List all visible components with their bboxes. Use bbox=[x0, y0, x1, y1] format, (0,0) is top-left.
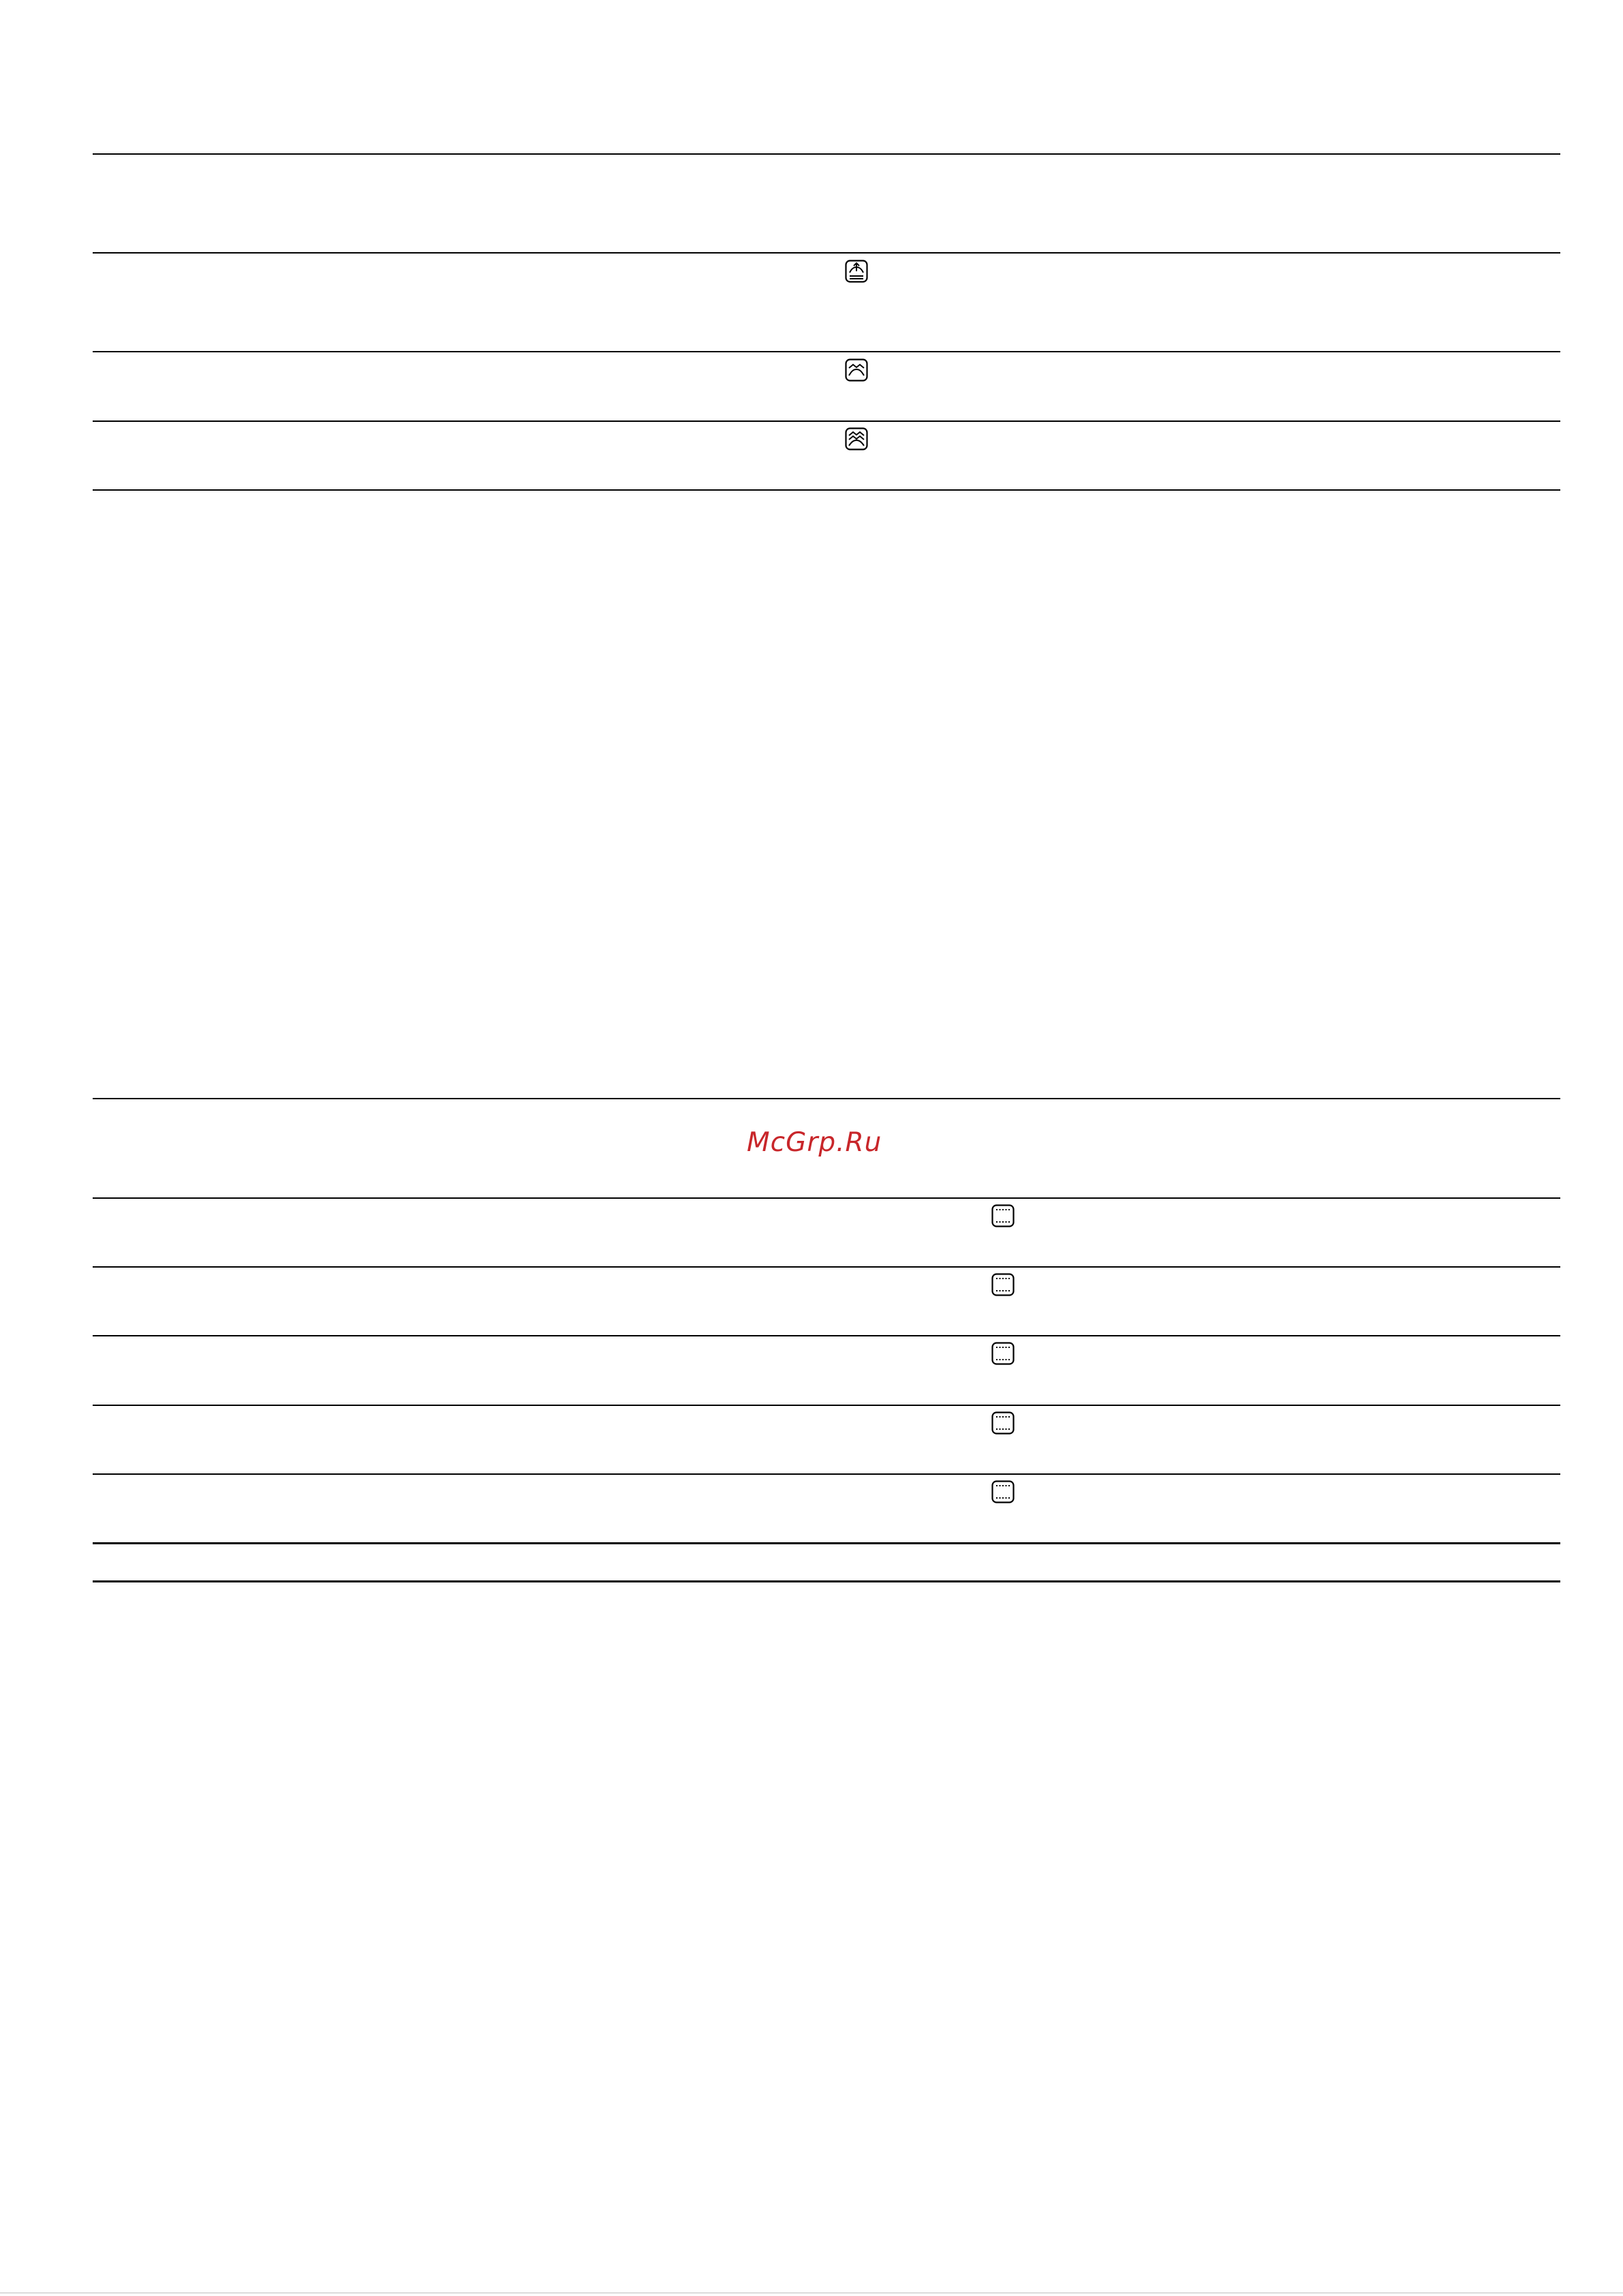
table-rule bbox=[93, 1542, 1560, 1544]
table-rule bbox=[93, 420, 1560, 422]
watermark-text: McGrp.Ru bbox=[747, 1127, 882, 1158]
table-rule bbox=[93, 351, 1560, 352]
oven-grill-icon bbox=[845, 358, 868, 382]
oven-dotted-heat-icon bbox=[991, 1204, 1015, 1227]
oven-top-bottom-heat-hotair-icon bbox=[845, 260, 868, 283]
oven-dotted-heat-icon bbox=[991, 1342, 1015, 1365]
oven-dotted-heat-icon bbox=[991, 1411, 1015, 1435]
table-rule bbox=[93, 1266, 1560, 1268]
oven-dotted-heat-icon bbox=[991, 1480, 1015, 1503]
oven-dotted-heat-icon bbox=[991, 1273, 1015, 1296]
table-rule bbox=[93, 489, 1560, 491]
table-rule bbox=[93, 1405, 1560, 1406]
table-rule bbox=[93, 1580, 1560, 1582]
table-rule bbox=[93, 1335, 1560, 1336]
table-rule bbox=[93, 1197, 1560, 1199]
oven-double-grill-icon bbox=[845, 427, 868, 450]
table-rule bbox=[93, 153, 1560, 155]
table-rule bbox=[93, 1098, 1560, 1099]
table-rule bbox=[93, 1473, 1560, 1475]
table-rule bbox=[93, 252, 1560, 254]
